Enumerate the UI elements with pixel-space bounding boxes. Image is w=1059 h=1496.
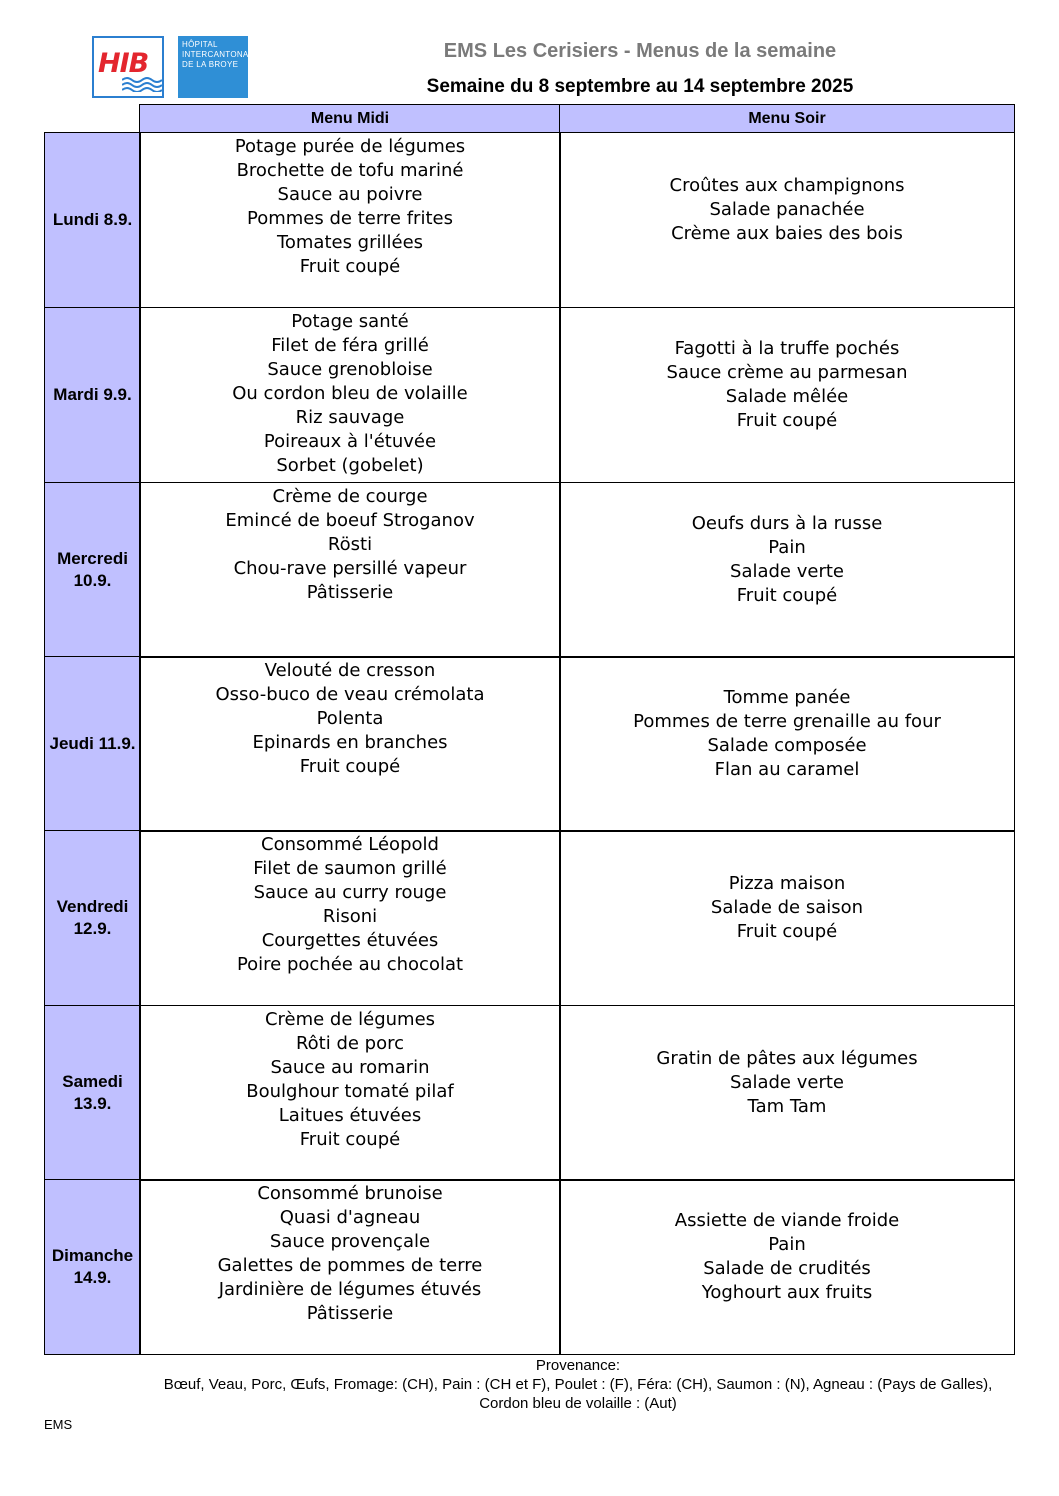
- lunch-dish: Jardinière de légumes étuvés: [218, 1279, 482, 1300]
- provenance-label: Provenance:: [535, 1357, 621, 1374]
- footer-label: EMS: [44, 1417, 73, 1432]
- lunch-cell: [139, 1179, 561, 1355]
- lunch-dish: Pâtisserie: [306, 1303, 394, 1324]
- lunch-dish: Crème de courge: [272, 486, 428, 507]
- day-label: Samedi 13.9.: [44, 1005, 141, 1181]
- dinner-dish: Tomme panée: [723, 687, 851, 708]
- lunch-dish: Pâtisserie: [306, 582, 394, 603]
- day-label: Lundi 8.9.: [44, 132, 141, 308]
- dinner-dish: Salade de saison: [710, 897, 864, 918]
- lunch-dish-list: [140, 133, 560, 279]
- lunch-dish: Laitues étuvées: [278, 1105, 422, 1126]
- dinner-dish-list: [560, 872, 1014, 944]
- lunch-dish: Crème de légumes: [264, 1009, 436, 1030]
- dinner-dish-list: [560, 686, 1014, 782]
- lunch-dish: Polenta: [316, 708, 384, 729]
- lunch-dish: Potage santé: [291, 311, 409, 332]
- dinner-dish: Crème aux baies des bois: [671, 223, 903, 244]
- menu-row: [44, 1005, 1015, 1181]
- dinner-dish-list: [560, 512, 1014, 608]
- lunch-dish: Fruit coupé: [299, 1129, 401, 1150]
- lunch-dish: Brochette de tofu mariné: [236, 160, 464, 181]
- lunch-dish-list: [140, 1006, 560, 1152]
- lunch-dish: Pommes de terre frites: [247, 208, 453, 229]
- day-label: Dimanche 14.9.: [44, 1179, 141, 1355]
- menu-row: [44, 307, 1015, 483]
- lunch-dish: Courgettes étuvées: [261, 930, 439, 951]
- dinner-cell: [559, 830, 1015, 1006]
- lunch-dish: Ou cordon bleu de volaille: [232, 383, 468, 404]
- week-subtitle: Semaine du 8 septembre au 14 septembre 2025: [426, 76, 854, 97]
- provenance-text: Bœuf, Veau, Porc, Œufs, Fromage: (CH), Pain : (CH et F), Poulet : (F), Féra: (CH), Saumon : (N), Agneau : (Pays de Galles), Cordon bleu de volaille : (Aut): [163, 1376, 993, 1412]
- dinner-dish-list: [560, 1209, 1014, 1305]
- dinner-dish: Yoghourt aux fruits: [701, 1282, 873, 1303]
- lunch-cell: [139, 307, 561, 483]
- dinner-dish: Salade mêlée: [725, 386, 849, 407]
- dinner-dish: Pommes de terre grenaille au four: [633, 711, 941, 732]
- dinner-dish: Fruit coupé: [736, 410, 838, 431]
- lunch-dish: Consommé brunoise: [257, 1183, 443, 1204]
- lunch-dish-list: [140, 657, 560, 779]
- lunch-dish-list: [140, 1180, 560, 1326]
- lunch-dish: Sauce au poivre: [277, 184, 423, 205]
- dinner-cell: [559, 1179, 1015, 1355]
- lunch-cell: [139, 830, 561, 1006]
- lunch-dish: Quasi d'agneau: [279, 1207, 421, 1228]
- lunch-dish: Rösti: [327, 534, 373, 555]
- logo-org-line: DE LA BROYE: [182, 60, 239, 69]
- day-label: Mercredi 10.9.: [44, 482, 141, 658]
- lunch-dish: Filet de saumon grillé: [253, 858, 447, 879]
- lunch-dish: Sauce provençale: [269, 1231, 431, 1252]
- lunch-dish: Osso-buco de veau crémolata: [215, 684, 485, 705]
- lunch-dish: Sauce au curry rouge: [253, 882, 447, 903]
- logo-org-line: INTERCANTONAL: [182, 50, 254, 59]
- dinner-dish: Pain: [768, 1234, 806, 1255]
- lunch-dish: Potage purée de légumes: [234, 136, 466, 157]
- lunch-dish: Sauce au romarin: [270, 1057, 430, 1078]
- lunch-dish: Poireaux à l'étuvée: [263, 431, 437, 452]
- lunch-dish: Fruit coupé: [299, 256, 401, 277]
- dinner-dish: Pain: [768, 537, 806, 558]
- dinner-dish: Salade de crudités: [703, 1258, 871, 1279]
- lunch-dish: Velouté de cresson: [264, 660, 436, 681]
- lunch-dish: Rôti de porc: [295, 1033, 405, 1054]
- dinner-dish: Croûtes aux champignons: [669, 175, 905, 196]
- dinner-cell: [559, 656, 1015, 832]
- dinner-cell: [559, 482, 1015, 658]
- lunch-cell: [139, 656, 561, 832]
- page-title: EMS Les Cerisiers - Menus de la semaine: [443, 40, 837, 62]
- lunch-dish: Galettes de pommes de terre: [217, 1255, 483, 1276]
- day-label: Mardi 9.9.: [44, 307, 141, 483]
- lunch-dish: Sauce grenobloise: [267, 359, 433, 380]
- dinner-dish: Tam Tam: [747, 1096, 827, 1117]
- hib-logo-mark: [92, 36, 164, 98]
- menu-row: [44, 1179, 1015, 1355]
- lunch-dish: Epinards en branches: [252, 732, 448, 753]
- dinner-dish-list: [560, 174, 1014, 246]
- lunch-dish: Consommé Léopold: [261, 834, 439, 855]
- dinner-dish: Gratin de pâtes aux légumes: [656, 1048, 918, 1069]
- day-label: Vendredi 12.9.: [44, 830, 141, 1006]
- lunch-dish: Fruit coupé: [299, 756, 401, 777]
- dinner-dish-list: [560, 1047, 1014, 1119]
- menu-row: [44, 132, 1015, 308]
- dinner-cell: [559, 1005, 1015, 1181]
- lunch-dish: Poire pochée au chocolat: [236, 954, 464, 975]
- dinner-dish: Sauce crème au parmesan: [666, 362, 908, 383]
- lunch-dish: Tomates grillées: [276, 232, 424, 253]
- dinner-dish: Salade panachée: [709, 199, 865, 220]
- dinner-dish: Salade verte: [730, 561, 844, 582]
- lunch-cell: [139, 482, 561, 658]
- lunch-dish: Risoni: [322, 906, 378, 927]
- column-header-soir: Menu Soir: [559, 104, 1015, 133]
- dinner-dish: Salade composée: [707, 735, 867, 756]
- menu-row: [44, 830, 1015, 1006]
- logo-org-line: HÔPITAL: [182, 40, 218, 49]
- dinner-dish: Flan au caramel: [714, 759, 860, 780]
- lunch-dish-list: [140, 308, 560, 478]
- dinner-dish: Salade verte: [730, 1072, 844, 1093]
- dinner-dish: Pizza maison: [728, 873, 846, 894]
- column-header-midi: Menu Midi: [139, 104, 561, 133]
- logo-brand-text: HIB: [98, 48, 149, 79]
- lunch-dish-list: [140, 831, 560, 977]
- lunch-dish: Sorbet (gobelet): [276, 455, 424, 476]
- dinner-dish: Assiette de viande froide: [674, 1210, 900, 1231]
- dinner-dish: Fruit coupé: [736, 585, 838, 606]
- menu-row: [44, 656, 1015, 832]
- dinner-dish-list: [560, 337, 1014, 433]
- lunch-cell: [139, 1005, 561, 1181]
- waves-icon: [122, 76, 166, 92]
- lunch-dish-list: [140, 483, 560, 605]
- hospital-logo: [92, 36, 254, 100]
- logo-org-name: [178, 36, 254, 98]
- lunch-dish: Filet de féra grillé: [271, 335, 429, 356]
- lunch-dish: Boulghour tomaté pilaf: [246, 1081, 454, 1102]
- dinner-cell: [559, 307, 1015, 483]
- dinner-dish: Fruit coupé: [736, 921, 838, 942]
- day-label: Jeudi 11.9.: [44, 656, 141, 832]
- menu-row: [44, 482, 1015, 658]
- lunch-cell: [139, 132, 561, 308]
- dinner-dish: Oeufs durs à la russe: [691, 513, 883, 534]
- lunch-dish: Riz sauvage: [295, 407, 405, 428]
- dinner-dish: Fagotti à la truffe pochés: [674, 338, 900, 359]
- lunch-dish: Chou-rave persillé vapeur: [233, 558, 467, 579]
- menu-table: [44, 132, 1015, 1354]
- lunch-dish: Emincé de boeuf Stroganov: [225, 510, 475, 531]
- dinner-cell: [559, 132, 1015, 308]
